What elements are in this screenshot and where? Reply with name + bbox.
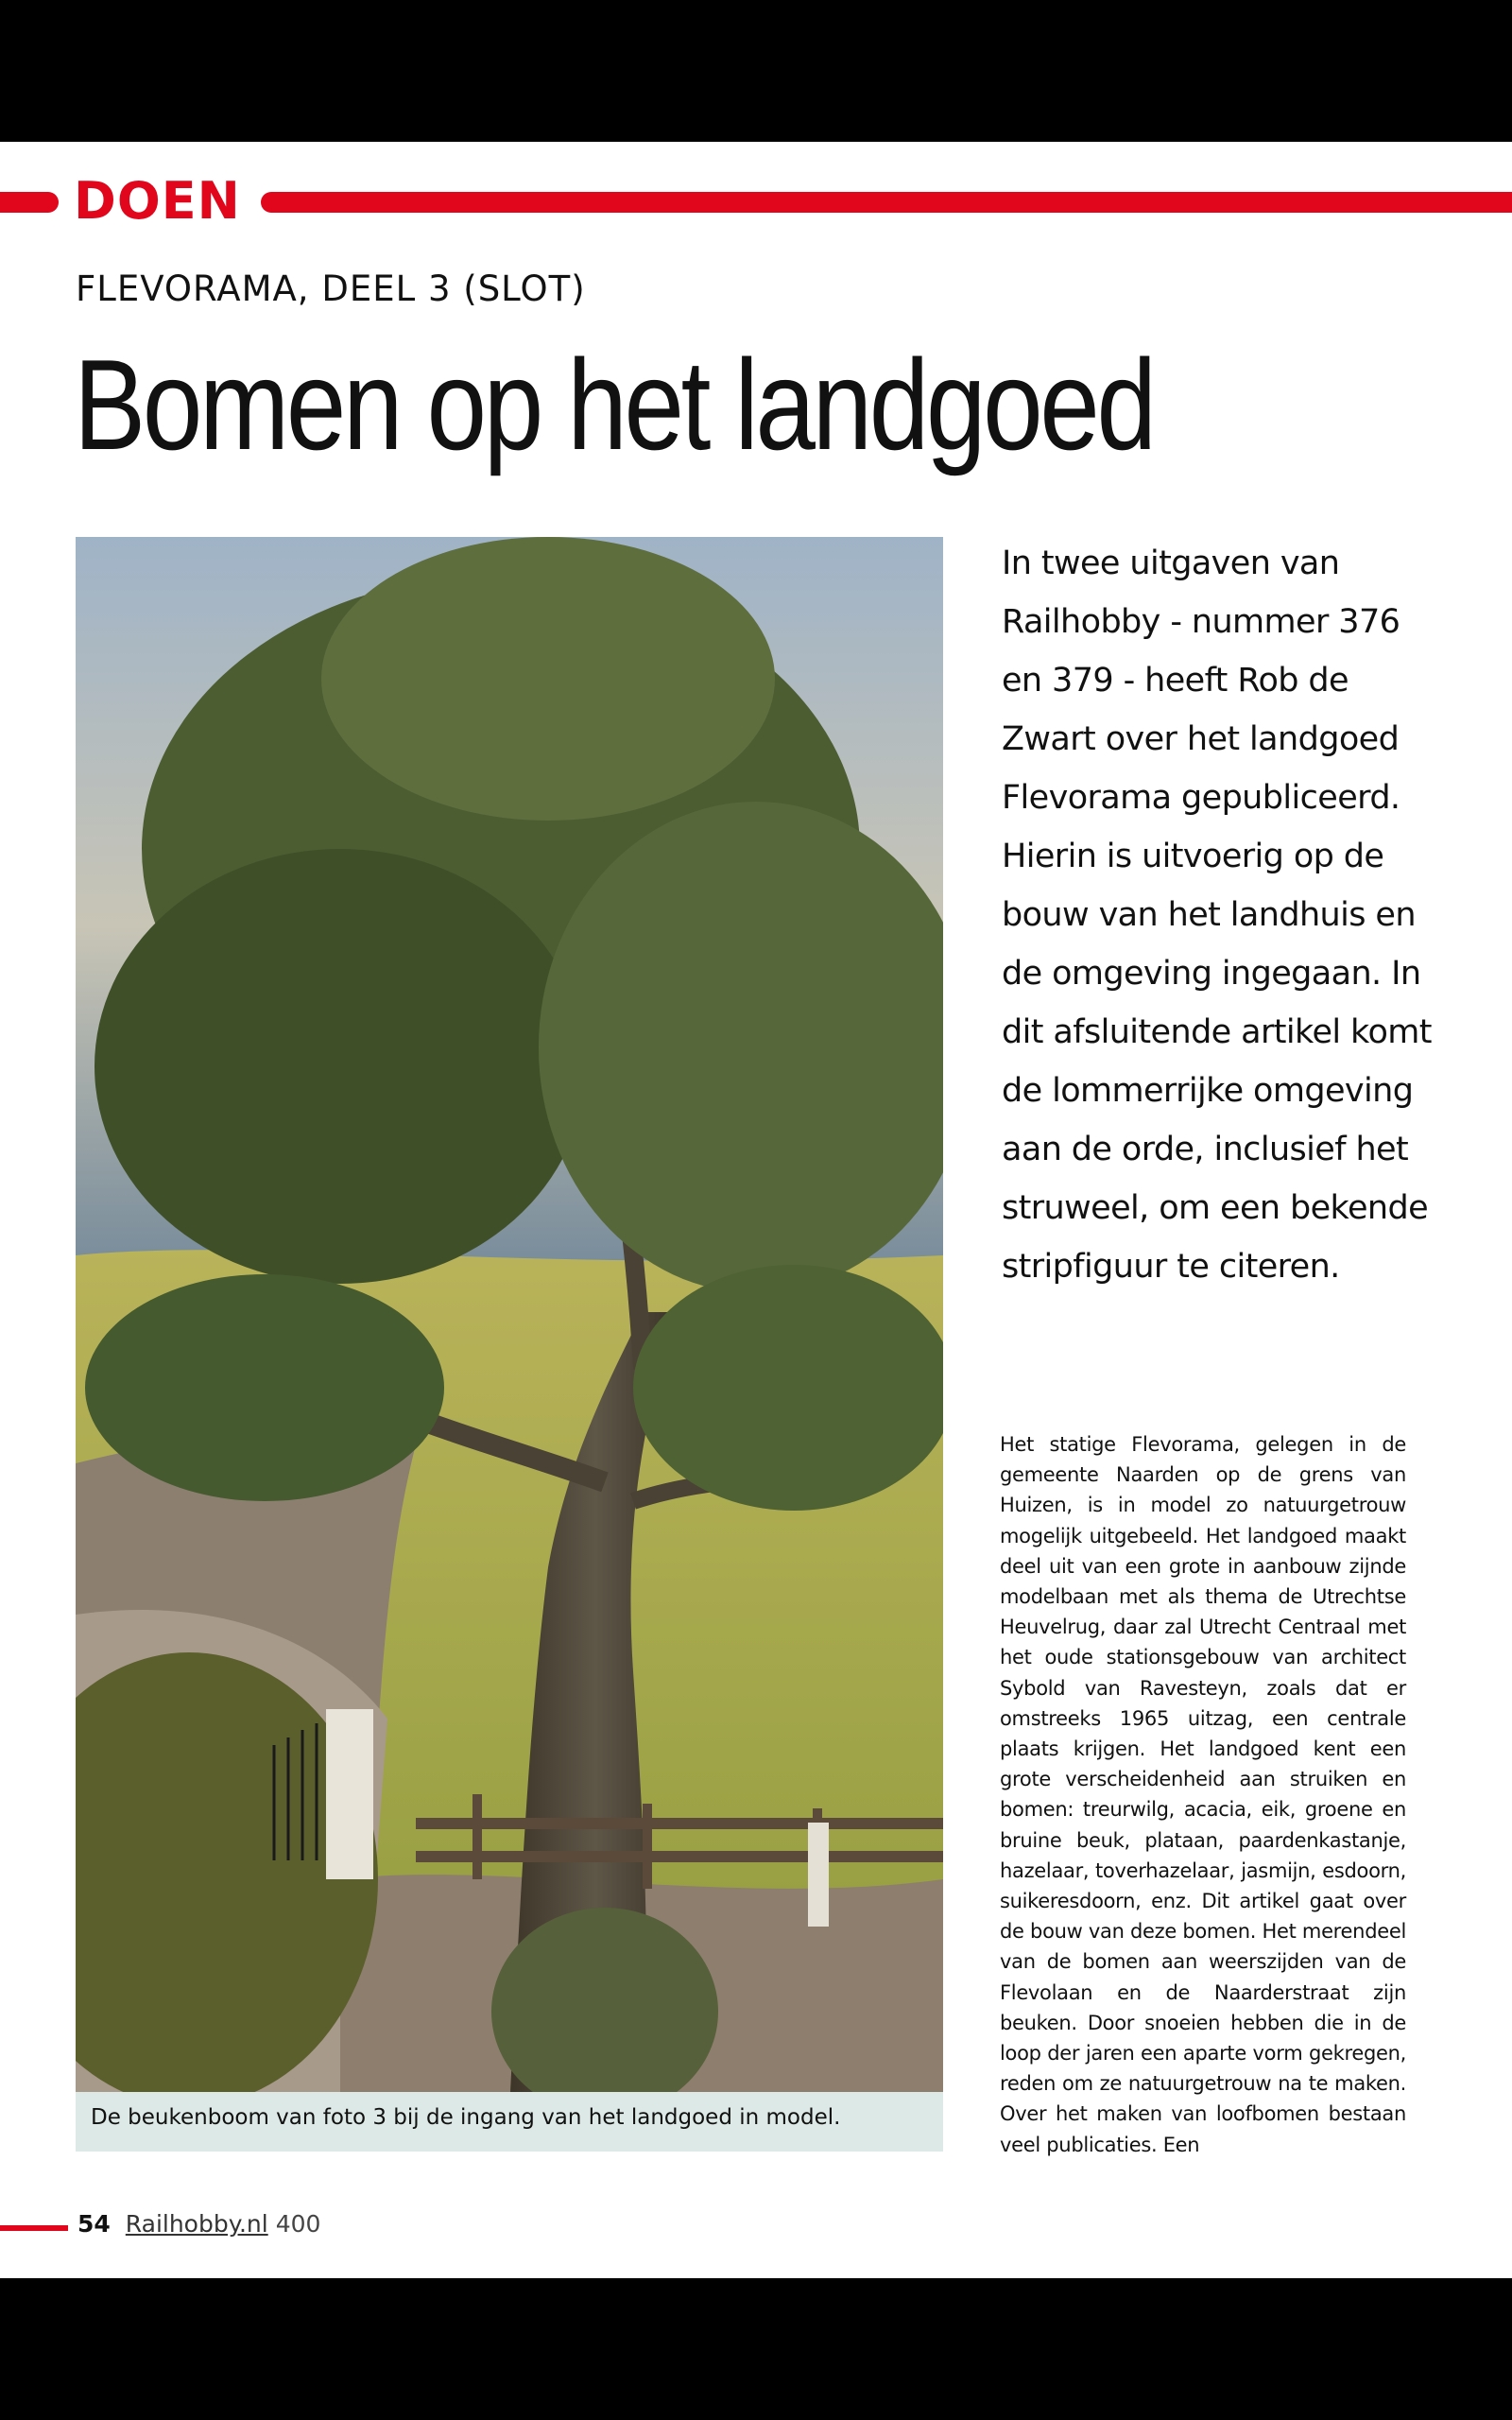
site-link[interactable]: Railhobby.nl <box>125 2210 268 2238</box>
body-paragraph: Het statige Flevorama, gelegen in de gemeente Naarden op de grens van Huizen, is in model zo natuurgetrouw mogelijk uitgebeeld. Het landgoed maakt deel uit van een grote in aanbouw zijnde modelbaan met als thema de Utrechtse Heuvelrug, daar zal Utrecht Centraal met het oude stationsgebouw van architect Sybold van Ravesteyn, zoals dat er omstreeks 1965 uitzag, een centrale plaats krijgen. Het landgoed kent een grote verscheidenheid aan struiken en bomen: treurwilg, acacia, eik, groene en bruine beuk, plataan, paardenkastanje, hazelaar, toverhazelaar, jasmijn, esdoorn, suikeresdoorn, enz. Dit artikel gaat over de bouw van deze bomen. Het merendeel van de bomen aan weerszijden van de Flevolaan en de Naarderstraat zijn beuken. Door snoeien hebben die in de loop der jaren een aparte vorm gekregen, reden om ze natuurgetrouw na te maken. Over het maken van loofbomen bestaan veel publicaties. Een <box>1000 1433 1406 2156</box>
issue-number: 400 <box>275 2210 321 2238</box>
top-black-bar <box>0 0 1512 142</box>
section-rule-right <box>261 192 1512 213</box>
page-number: 54 <box>77 2210 111 2238</box>
article-photo <box>76 537 943 2092</box>
page-footer <box>77 2210 320 2238</box>
intro-paragraph: In twee uitgaven van Railhobby - nummer 376 en 379 - heeft Rob de Zwart over het landgoed Flevorama gepubliceerd. Hierin is uitvoerig op de bouw van het landhuis en de omgeving ingegaan. In dit afsluitende artikel komt de lommerrijke omgeving aan de orde, inclusief het struweel, om een bekende stripfiguur te citeren. <box>1002 544 1432 1286</box>
bottom-black-bar <box>0 2278 1512 2420</box>
article-kicker: FLEVORAMA, DEEL 3 (SLOT) <box>76 268 586 309</box>
section-rule-left <box>0 192 59 213</box>
article-title: Bomen op het landgoed <box>74 333 1154 476</box>
photo-caption: De beukenboom van foto 3 bij de ingang van het landgoed in model. <box>91 2105 841 2130</box>
footer-rule <box>0 2225 68 2231</box>
section-label: DOEN <box>74 171 241 231</box>
caption-box <box>76 2092 943 2152</box>
